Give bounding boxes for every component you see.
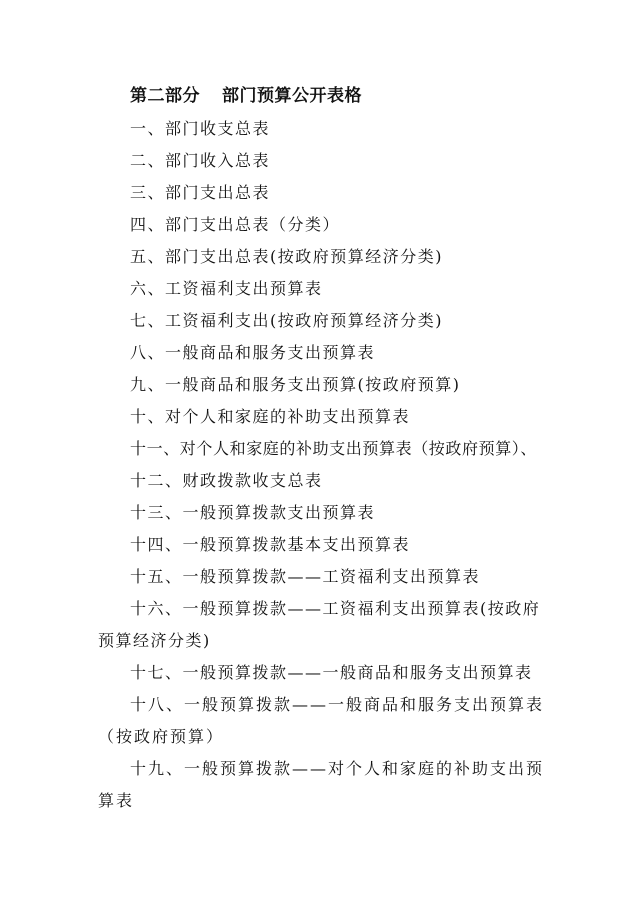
list-item: 九、一般商品和服务支出预算(按政府预算) (130, 375, 461, 394)
list-item: 三、部门支出总表 (130, 183, 271, 202)
list-item: 十九、一般预算拨款——对个人和家庭的补助支出预算表 (98, 759, 545, 810)
list-item: 七、工资福利支出(按政府预算经济分类) (130, 311, 443, 330)
heading-part: 第二部分 (130, 86, 200, 106)
list-item: 十三、一般预算拨款支出预算表 (130, 503, 376, 522)
heading-title: 部门预算公开表格 (222, 86, 362, 106)
list-item: 二、部门收入总表 (130, 151, 271, 170)
list-item: 十四、一般预算拨款基本支出预算表 (130, 535, 411, 554)
list-item: 五、部门支出总表(按政府预算经济分类) (130, 247, 443, 266)
list-item: 八、一般商品和服务支出预算表 (130, 343, 376, 362)
list-item: 十五、一般预算拨款——工资福利支出预算表 (130, 567, 481, 586)
list-item: 十八、一般预算拨款——一般商品和服务支出预算表（按政府预算） (98, 695, 545, 746)
list-item: 十二、财政拨款收支总表 (130, 471, 323, 490)
list-item: 十一、对个人和家庭的补助支出预算表（按政府预算）、 (130, 439, 538, 458)
list-item: 一、部门收支总表 (130, 119, 271, 138)
list-item: 十六、一般预算拨款——工资福利支出预算表(按政府预算经济分类) (98, 599, 541, 650)
list-item: 四、部门支出总表（分类） (130, 215, 341, 234)
list-item: 十七、一般预算拨款——一般商品和服务支出预算表 (130, 663, 533, 682)
list-item: 十、对个人和家庭的补助支出预算表 (130, 407, 411, 426)
list-item: 六、工资福利支出预算表 (130, 279, 323, 298)
section-heading (130, 84, 362, 108)
